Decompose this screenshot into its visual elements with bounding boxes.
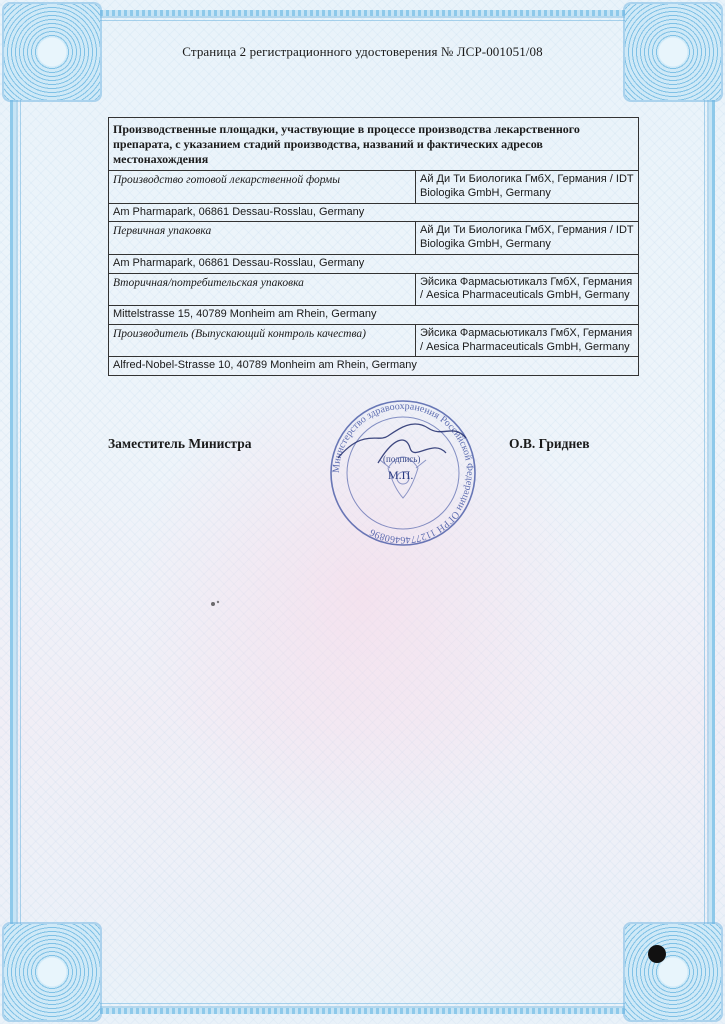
table-row (109, 222, 639, 255)
manufacturer-cell: Эйсика Фармасьютикалз ГмбХ, Германия / Aesica Pharmaceuticals GmbH, Germany (416, 324, 639, 357)
stage-cell: Вторичная/потребительская упаковка (109, 273, 416, 306)
table-row (109, 254, 639, 273)
table-row (109, 171, 639, 204)
corner-ornament-bottom-right (625, 924, 721, 1020)
page-title: Страница 2 регистрационного удостоверения № ЛСР-001051/08 (182, 44, 543, 59)
signatory-position: Заместитель Министра (108, 436, 252, 451)
stage-cell: Производство готовой лекарственной формы (109, 171, 416, 204)
address-cell: Mittelstrasse 15, 40789 Monheim am Rhein, Germany (109, 306, 639, 325)
signature-caption: (подпись) (383, 454, 421, 464)
production-sites-table (108, 117, 639, 376)
corner-ornament-bottom-left (4, 924, 100, 1020)
punch-hole (648, 945, 666, 963)
table-row (109, 203, 639, 222)
manufacturer-cell: Ай Ди Ти Биологика ГмбХ, Германия / IDT Biologika GmbH, Germany (416, 171, 639, 204)
table-row (109, 324, 639, 357)
stage-cell: Первичная упаковка (109, 222, 416, 255)
seal-ring-textpath: Министерство здравоохранения Российской Федерации ОГРН 1127746460896 (330, 400, 476, 546)
table-header-row (109, 118, 639, 171)
manufacturer-cell: Эйсика Фармасьютикалз ГмбХ, Германия / Aesica Pharmaceuticals GmbH, Germany (416, 273, 639, 306)
table-row (109, 306, 639, 325)
address-cell: Alfred-Nobel-Strasse 10, 40789 Monheim am Rhein, Germany (109, 357, 639, 376)
stage-cell: Производитель (Выпускающий контроль качества) (109, 324, 416, 357)
signatory-name: О.В. Гриднев (509, 436, 590, 451)
seal-label: М.П. (388, 468, 414, 482)
table-row (109, 273, 639, 306)
ink-smudge (208, 598, 222, 610)
manufacturer-cell: Ай Ди Ти Биологика ГмбХ, Германия / IDT Biologika GmbH, Germany (416, 222, 639, 255)
table-heading: Производственные площадки, участвующие в процессе производства лекарственного препарата, с указанием стадий производства, названий и фактических адресов местонахождения (109, 118, 639, 171)
address-cell: Am Pharmapark, 06861 Dessau-Rosslau, Germany (109, 203, 639, 222)
table-row (109, 357, 639, 376)
address-cell: Am Pharmapark, 06861 Dessau-Rosslau, Germany (109, 254, 639, 273)
